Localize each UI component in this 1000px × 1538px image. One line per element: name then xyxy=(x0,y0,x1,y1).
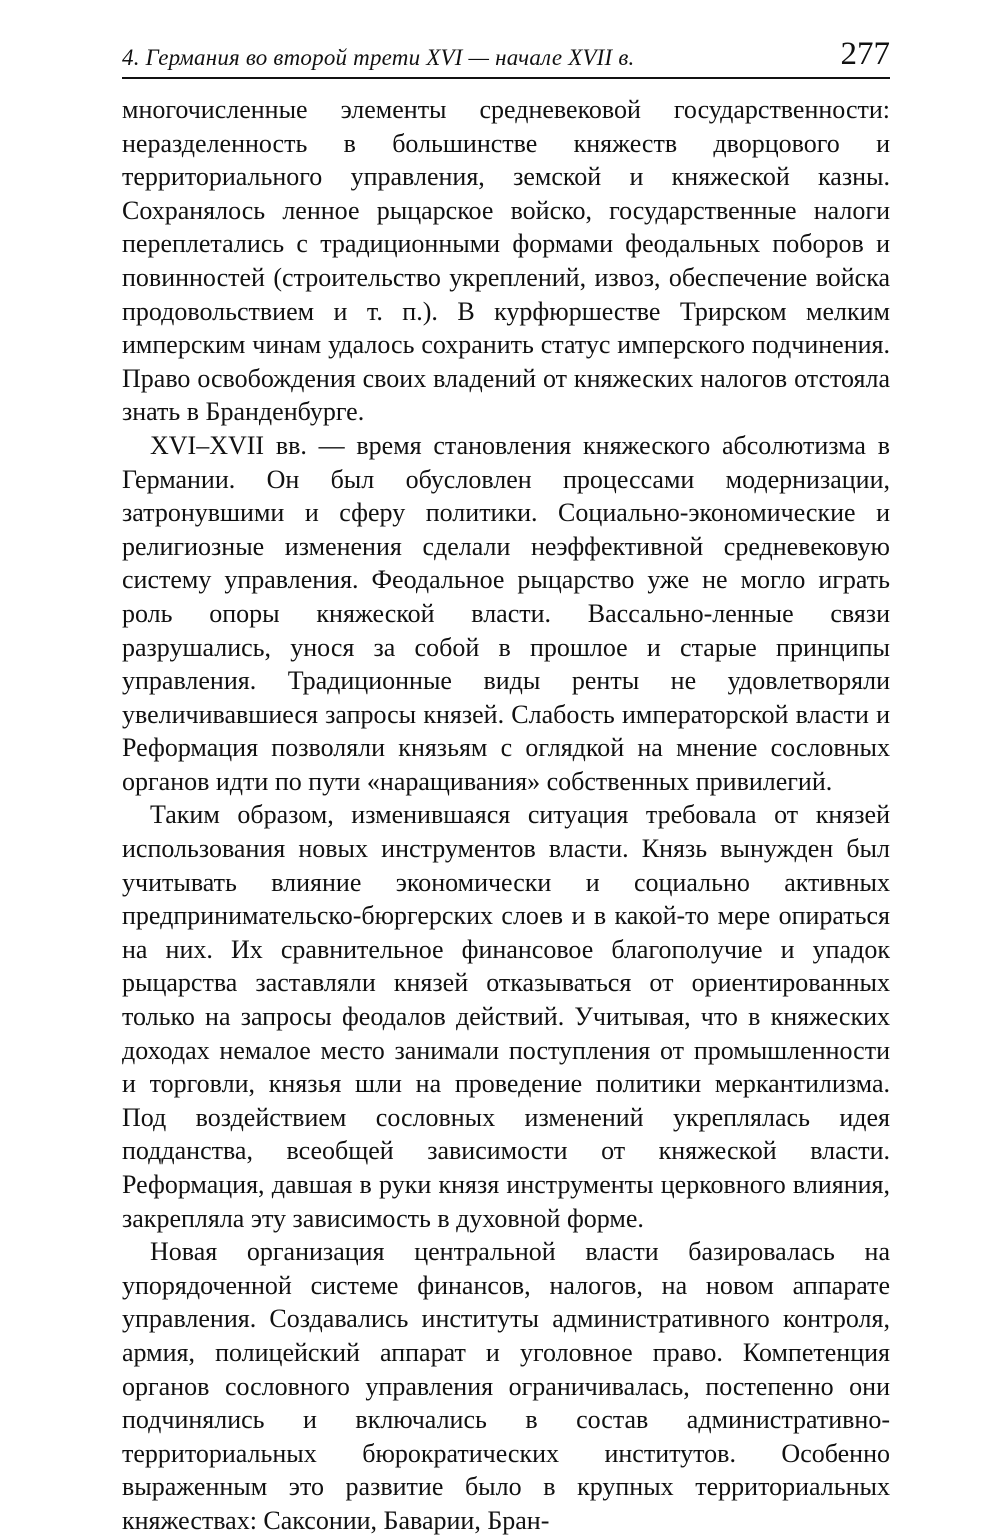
running-head xyxy=(122,38,890,79)
body-text xyxy=(122,93,890,1538)
paragraph-4: Новая организация центральной власти базировалась на упорядоченной системе финансов, налогов, на новом аппарате управления. Создавались институты административного контроля, армия, полицейский аппарат и уголовное право. Компетенция органов сословного управления ограничивалась, постепенно они подчинялись и включались в состав административно-территориальных бюрократических институтов. Особенно выраженным это развитие было в крупных территориальных княжествах: Саксонии, Баварии, Бран- xyxy=(122,1237,890,1535)
paragraph-2: XVI–XVII вв. — время становления княжеского абсолютизма в Германии. Он был обусловлен процессами модернизации, затронувшими и сферу политики. Социально-экономические и религиозные изменения сделали неэффективной средневековую систему управления. Феодальное рыцарство уже не могло играть роль опоры княжеской власти. Вассально-ленные связи разрушались, унося за собой в прошлое и старые принципы управления. Традиционные виды ренты не удовлетворяли увеличивавшиеся запросы князей. Слабость императорской власти и Реформация позволяли князьям с оглядкой на мнение сословных органов идти по пути «наращивания» собственных привилегий. xyxy=(122,430,890,796)
paragraph-1: многочисленные элементы средневековой государственности: неразделенность в большинстве княжеств дворцового и территориального управления, земской и княжеской казны. Сохранялось ленное рыцарское войско, государственные налоги переплетались с традиционными формами феодальных поборов и повинностей (строительство укреплений, извоз, обеспечение войска продовольствием и т. п.). В курфюршестве Трирском мелким имперским чинам удалось сохранить статус имперского подчинения. Право освобождения своих владений от княжеских налогов отстояла знать в Бранденбурге. xyxy=(122,95,890,427)
running-title: 4. Германия во второй трети XVI — начале XVII в. xyxy=(122,45,635,70)
page-number: 277 xyxy=(840,36,890,72)
paragraph-3: Таким образом, изменившаяся ситуация требовала от князей использования новых инструментов власти. Князь вынужден был учитывать влияние экономически и социально активных предпринимательско-бюргерских слоев и в какой-то мере опираться на них. Их сравнительное финансовое благополучие и упадок рыцарства заставляли князей отказываться от ориентированных только на запросы феодалов действий. Учитывая, что в княжеских доходах немалое место занимали поступления от промышленности и торговли, князья шли на проведение политики меркантилизма. Под воздействием сословных изменений укреплялась идея подданства, всеобщей зависимости от княжеской власти. Реформация, давшая в руки князя инструменты церковного влияния, закрепляла эту зависимость в духовной форме. xyxy=(122,800,890,1233)
